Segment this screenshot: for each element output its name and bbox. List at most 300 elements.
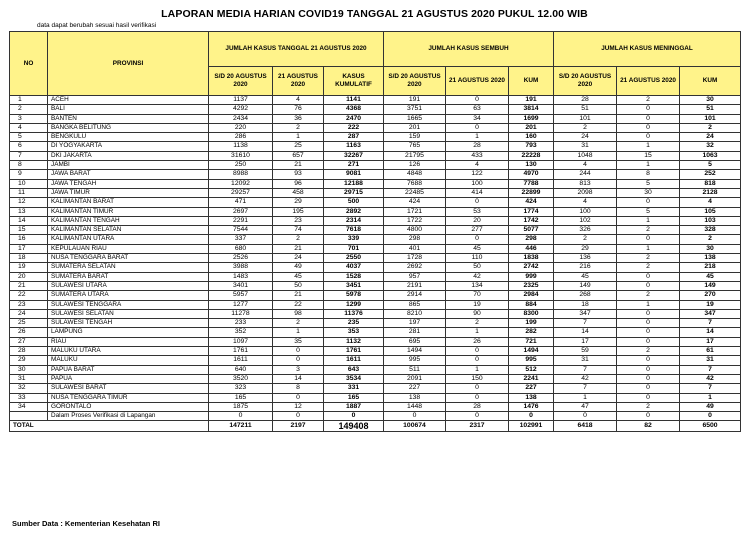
value-cell: 0	[617, 123, 680, 132]
value-cell: 30	[680, 244, 741, 253]
value-cell: 401	[384, 244, 446, 253]
value-cell: 101	[680, 114, 741, 123]
value-cell: 7788	[509, 179, 554, 188]
province-name: BALI	[48, 105, 209, 114]
value-cell: 957	[384, 272, 446, 281]
header-sembuh-21: 21 AGUSTUS 2020	[446, 67, 509, 96]
value-cell: 2742	[509, 263, 554, 272]
value-cell: 252	[680, 170, 741, 179]
value-cell: 0	[446, 356, 509, 365]
value-cell: 1728	[384, 254, 446, 263]
value-cell: 199	[509, 319, 554, 328]
value-cell: 271	[324, 161, 384, 170]
value-cell: 2325	[509, 281, 554, 290]
value-cell: 150	[446, 374, 509, 383]
value-cell: 765	[384, 142, 446, 151]
value-cell: 433	[446, 151, 509, 160]
table-row	[10, 374, 741, 383]
value-cell: 22899	[509, 188, 554, 197]
row-number: 8	[10, 161, 48, 170]
value-cell: 286	[209, 133, 273, 142]
value-cell: 195	[273, 207, 324, 216]
value-cell: 298	[384, 235, 446, 244]
value-cell: 287	[324, 133, 384, 142]
table-row	[10, 300, 741, 309]
province-name: Dalam Proses Verifikasi di Lapangan	[48, 412, 209, 421]
value-cell: 353	[324, 328, 384, 337]
province-name: SULAWESI BARAT	[48, 384, 209, 393]
value-cell: 2314	[324, 216, 384, 225]
value-cell: 1875	[209, 402, 273, 411]
value-cell: 1761	[209, 347, 273, 356]
value-cell: 2	[617, 263, 680, 272]
value-cell: 18	[554, 300, 617, 309]
value-cell: 1	[446, 328, 509, 337]
value-cell: 3520	[209, 374, 273, 383]
value-cell: 2984	[509, 291, 554, 300]
header-kasus-kumulatif: KASUS KUMULATIF	[324, 67, 384, 96]
table-row	[10, 263, 741, 272]
value-cell: 59	[554, 347, 617, 356]
value-cell: 337	[209, 235, 273, 244]
value-cell: 136	[554, 254, 617, 263]
value-cell: 7	[554, 365, 617, 374]
value-cell: 3988	[209, 263, 273, 272]
row-number: 32	[10, 384, 48, 393]
table-row	[10, 272, 741, 281]
value-cell: 1141	[324, 96, 384, 105]
province-name: PAPUA BARAT	[48, 365, 209, 374]
value-cell: 270	[680, 291, 741, 300]
row-number: 11	[10, 188, 48, 197]
value-cell: 2692	[384, 263, 446, 272]
value-cell: 17	[680, 337, 741, 346]
value-cell: 22485	[384, 188, 446, 197]
value-cell: 0	[446, 123, 509, 132]
value-cell: 2	[273, 319, 324, 328]
value-cell: 5978	[324, 291, 384, 300]
value-cell: 165	[324, 393, 384, 402]
value-cell: 138	[680, 254, 741, 263]
value-cell: 1097	[209, 337, 273, 346]
value-cell: 0	[617, 337, 680, 346]
province-name: SULAWESI TENGGARA	[48, 300, 209, 309]
value-cell: 100	[554, 207, 617, 216]
value-cell: 500	[324, 198, 384, 207]
value-cell: 250	[209, 161, 273, 170]
value-cell: 347	[680, 309, 741, 318]
header-sembuh-kum: KUM	[509, 67, 554, 96]
province-name: JAWA TIMUR	[48, 188, 209, 197]
value-cell: 70	[446, 291, 509, 300]
value-cell: 1163	[324, 142, 384, 151]
value-cell: 101	[554, 114, 617, 123]
value-cell: 640	[209, 365, 273, 374]
value-cell: 2892	[324, 207, 384, 216]
value-cell: 130	[509, 161, 554, 170]
province-name: SUMATERA SELATAN	[48, 263, 209, 272]
table-row	[10, 365, 741, 374]
value-cell: 0	[617, 272, 680, 281]
value-cell: 657	[273, 151, 324, 160]
table-row	[10, 402, 741, 411]
value-cell: 0	[324, 412, 384, 421]
table-row	[10, 123, 741, 132]
value-cell: 160	[509, 133, 554, 142]
table-row	[10, 198, 741, 207]
value-cell: 14	[680, 328, 741, 337]
value-cell: 1	[617, 300, 680, 309]
value-cell: 7688	[384, 179, 446, 188]
value-cell: 1665	[384, 114, 446, 123]
row-number: 13	[10, 207, 48, 216]
value-cell: 3814	[509, 105, 554, 114]
value-cell: 7	[554, 384, 617, 393]
table-row	[10, 142, 741, 151]
report-title: LAPORAN MEDIA HARIAN COVID19 TANGGAL 21 AGUSTUS 2020 PUKUL 12.00 WIB	[161, 8, 588, 20]
value-cell: 19	[680, 300, 741, 309]
value-cell: 1528	[324, 272, 384, 281]
value-cell: 4	[446, 161, 509, 170]
value-cell: 0	[273, 412, 324, 421]
value-cell: 5077	[509, 226, 554, 235]
value-cell: 0	[617, 365, 680, 374]
row-number: 14	[10, 216, 48, 225]
province-name: SUMATERA UTARA	[48, 291, 209, 300]
value-cell: 2	[273, 235, 324, 244]
value-cell: 8210	[384, 309, 446, 318]
value-cell: 12	[273, 402, 324, 411]
value-cell: 352	[209, 328, 273, 337]
value-cell: 865	[384, 300, 446, 309]
value-cell: 25	[273, 142, 324, 151]
value-cell: 31	[554, 142, 617, 151]
value-cell: 1	[554, 393, 617, 402]
value-cell: 17	[554, 337, 617, 346]
value-cell: 0	[617, 384, 680, 393]
value-cell: 999	[509, 272, 554, 281]
row-number: 31	[10, 374, 48, 383]
row-number: 9	[10, 170, 48, 179]
value-cell: 323	[209, 384, 273, 393]
value-cell: 7	[680, 384, 741, 393]
table-row	[10, 207, 741, 216]
value-cell: 1	[446, 133, 509, 142]
value-cell: 1483	[209, 272, 273, 281]
province-name: KALIMANTAN TIMUR	[48, 207, 209, 216]
value-cell: 9081	[324, 170, 384, 179]
value-cell: 201	[384, 123, 446, 132]
value-cell: 0	[617, 412, 680, 421]
value-cell: 2	[617, 96, 680, 105]
value-cell: 31610	[209, 151, 273, 160]
value-cell: 23	[273, 216, 324, 225]
value-cell: 26	[446, 337, 509, 346]
value-cell: 1838	[509, 254, 554, 263]
value-cell: 3751	[384, 105, 446, 114]
value-cell: 8988	[209, 170, 273, 179]
value-cell: 5	[617, 179, 680, 188]
value-cell: 326	[554, 226, 617, 235]
value-cell: 1611	[324, 356, 384, 365]
total-cell: 2197	[273, 421, 324, 432]
value-cell: 331	[324, 384, 384, 393]
value-cell: 1048	[554, 151, 617, 160]
province-name: GORONTALO	[48, 402, 209, 411]
value-cell: 191	[509, 96, 554, 105]
table-row	[10, 412, 741, 421]
value-cell: 2128	[680, 188, 741, 197]
table-row	[10, 291, 741, 300]
value-cell: 1	[680, 393, 741, 402]
value-cell: 61	[680, 347, 741, 356]
value-cell: 19	[446, 300, 509, 309]
value-cell: 32267	[324, 151, 384, 160]
value-cell: 995	[384, 356, 446, 365]
row-number: 25	[10, 319, 48, 328]
row-number: 15	[10, 226, 48, 235]
value-cell: 30	[680, 96, 741, 105]
value-cell: 138	[384, 393, 446, 402]
value-cell: 110	[446, 254, 509, 263]
table-row	[10, 226, 741, 235]
row-number: 27	[10, 337, 48, 346]
row-number: 4	[10, 123, 48, 132]
row-number: 1	[10, 96, 48, 105]
value-cell: 1761	[324, 347, 384, 356]
value-cell: 4848	[384, 170, 446, 179]
value-cell: 0	[446, 393, 509, 402]
row-number: 20	[10, 272, 48, 281]
table-row	[10, 281, 741, 290]
value-cell: 0	[446, 235, 509, 244]
province-name: NUSA TENGGARA TIMUR	[48, 393, 209, 402]
province-name: JAMBI	[48, 161, 209, 170]
value-cell: 218	[680, 263, 741, 272]
value-cell: 0	[617, 319, 680, 328]
value-cell: 134	[446, 281, 509, 290]
value-cell: 1448	[384, 402, 446, 411]
value-cell: 721	[509, 337, 554, 346]
value-cell: 34	[446, 114, 509, 123]
province-name: DI YOGYAKARTA	[48, 142, 209, 151]
value-cell: 2	[617, 291, 680, 300]
value-cell: 42	[680, 374, 741, 383]
value-cell: 98	[273, 309, 324, 318]
value-cell: 29	[554, 244, 617, 253]
value-cell: 227	[384, 384, 446, 393]
value-cell: 8300	[509, 309, 554, 318]
value-cell: 3534	[324, 374, 384, 383]
table-row	[10, 105, 741, 114]
value-cell: 22228	[509, 151, 554, 160]
value-cell: 2	[617, 402, 680, 411]
table-row	[10, 170, 741, 179]
row-number: 18	[10, 254, 48, 263]
value-cell: 4	[273, 96, 324, 105]
value-cell: 1	[446, 365, 509, 374]
value-cell: 5	[617, 207, 680, 216]
value-cell: 7	[680, 365, 741, 374]
value-cell: 281	[384, 328, 446, 337]
value-cell: 1138	[209, 142, 273, 151]
value-cell: 1611	[209, 356, 273, 365]
row-number: 28	[10, 347, 48, 356]
value-cell: 244	[554, 170, 617, 179]
value-cell: 45	[273, 272, 324, 281]
total-cell: 147211	[209, 421, 273, 432]
value-cell: 7618	[324, 226, 384, 235]
total-cell: 6500	[680, 421, 741, 432]
province-name: NUSA TENGGARA BARAT	[48, 254, 209, 263]
value-cell: 4	[680, 198, 741, 207]
value-cell: 7	[554, 319, 617, 328]
value-cell: 0	[617, 309, 680, 318]
value-cell: 149	[554, 281, 617, 290]
value-cell: 282	[509, 328, 554, 337]
province-name: SULAWESI UTARA	[48, 281, 209, 290]
value-cell: 102	[554, 216, 617, 225]
value-cell: 2	[554, 235, 617, 244]
value-cell: 458	[273, 188, 324, 197]
value-cell: 12188	[324, 179, 384, 188]
value-cell: 1	[617, 216, 680, 225]
value-cell: 100	[446, 179, 509, 188]
header-sembuh-sd20: S/D 20 AGUSTUS 2020	[384, 67, 446, 96]
value-cell: 3451	[324, 281, 384, 290]
value-cell: 14	[273, 374, 324, 383]
value-cell: 29715	[324, 188, 384, 197]
value-cell: 0	[446, 96, 509, 105]
province-name: SUMATERA BARAT	[48, 272, 209, 281]
table-row	[10, 188, 741, 197]
value-cell: 90	[446, 309, 509, 318]
value-cell: 165	[209, 393, 273, 402]
value-cell: 0	[617, 198, 680, 207]
value-cell: 1137	[209, 96, 273, 105]
row-number: 30	[10, 365, 48, 374]
value-cell: 222	[324, 123, 384, 132]
table-row	[10, 254, 741, 263]
value-cell: 512	[509, 365, 554, 374]
header-meninggal-kum: KUM	[680, 67, 741, 96]
row-number: 33	[10, 393, 48, 402]
row-number: 3	[10, 114, 48, 123]
table-row	[10, 319, 741, 328]
value-cell: 1	[617, 142, 680, 151]
row-number: 23	[10, 300, 48, 309]
table-row	[10, 356, 741, 365]
value-cell: 4	[554, 161, 617, 170]
value-cell: 12092	[209, 179, 273, 188]
value-cell: 0	[384, 412, 446, 421]
province-name: KALIMANTAN SELATAN	[48, 226, 209, 235]
table-row	[10, 235, 741, 244]
value-cell: 0	[617, 281, 680, 290]
value-cell: 0	[617, 105, 680, 114]
value-cell: 53	[446, 207, 509, 216]
value-cell: 93	[273, 170, 324, 179]
value-cell: 4800	[384, 226, 446, 235]
value-cell: 0	[273, 393, 324, 402]
value-cell: 0	[617, 235, 680, 244]
value-cell: 2470	[324, 114, 384, 123]
value-cell: 1722	[384, 216, 446, 225]
province-name: BANGKA BELITUNG	[48, 123, 209, 132]
value-cell: 126	[384, 161, 446, 170]
value-cell: 1699	[509, 114, 554, 123]
value-cell: 74	[273, 226, 324, 235]
value-cell: 511	[384, 365, 446, 374]
province-name: PAPUA	[48, 374, 209, 383]
value-cell: 2	[273, 123, 324, 132]
table-row	[10, 96, 741, 105]
value-cell: 2191	[384, 281, 446, 290]
total-cell: 102991	[509, 421, 554, 432]
value-cell: 680	[209, 244, 273, 253]
value-cell: 3401	[209, 281, 273, 290]
province-name: MALUKU	[48, 356, 209, 365]
row-number: 10	[10, 179, 48, 188]
value-cell: 47	[554, 402, 617, 411]
source-note: Sumber Data : Kementerian Kesehatan RI	[12, 519, 160, 528]
value-cell: 2914	[384, 291, 446, 300]
value-cell: 1299	[324, 300, 384, 309]
total-cell: 6418	[554, 421, 617, 432]
value-cell: 328	[680, 226, 741, 235]
value-cell: 30	[617, 188, 680, 197]
value-cell: 277	[446, 226, 509, 235]
value-cell: 235	[324, 319, 384, 328]
value-cell: 2	[617, 254, 680, 263]
value-cell: 197	[384, 319, 446, 328]
province-name: JAWA BARAT	[48, 170, 209, 179]
row-number: 5	[10, 133, 48, 142]
table-row	[10, 244, 741, 253]
value-cell: 4037	[324, 263, 384, 272]
total-row	[10, 421, 741, 432]
table-row	[10, 337, 741, 346]
province-name: ACEH	[48, 96, 209, 105]
table-row	[10, 114, 741, 123]
table-row	[10, 216, 741, 225]
value-cell: 31	[554, 356, 617, 365]
value-cell: 4970	[509, 170, 554, 179]
value-cell: 8	[273, 384, 324, 393]
value-cell: 201	[509, 123, 554, 132]
value-cell: 414	[446, 188, 509, 197]
value-cell: 1476	[509, 402, 554, 411]
value-cell: 36	[273, 114, 324, 123]
province-name: LAMPUNG	[48, 328, 209, 337]
value-cell: 0	[617, 356, 680, 365]
value-cell: 51	[554, 105, 617, 114]
value-cell: 818	[680, 179, 741, 188]
value-cell: 1494	[509, 347, 554, 356]
value-cell: 2	[680, 123, 741, 132]
value-cell: 42	[446, 272, 509, 281]
total-cell: 100674	[384, 421, 446, 432]
value-cell: 0	[617, 133, 680, 142]
value-cell: 42	[554, 374, 617, 383]
value-cell: 105	[680, 207, 741, 216]
covid-data-table	[9, 31, 741, 432]
total-cell: 2317	[446, 421, 509, 432]
value-cell: 2	[617, 226, 680, 235]
province-name: KALIMANTAN TENGAH	[48, 216, 209, 225]
value-cell: 103	[680, 216, 741, 225]
value-cell: 1	[273, 328, 324, 337]
